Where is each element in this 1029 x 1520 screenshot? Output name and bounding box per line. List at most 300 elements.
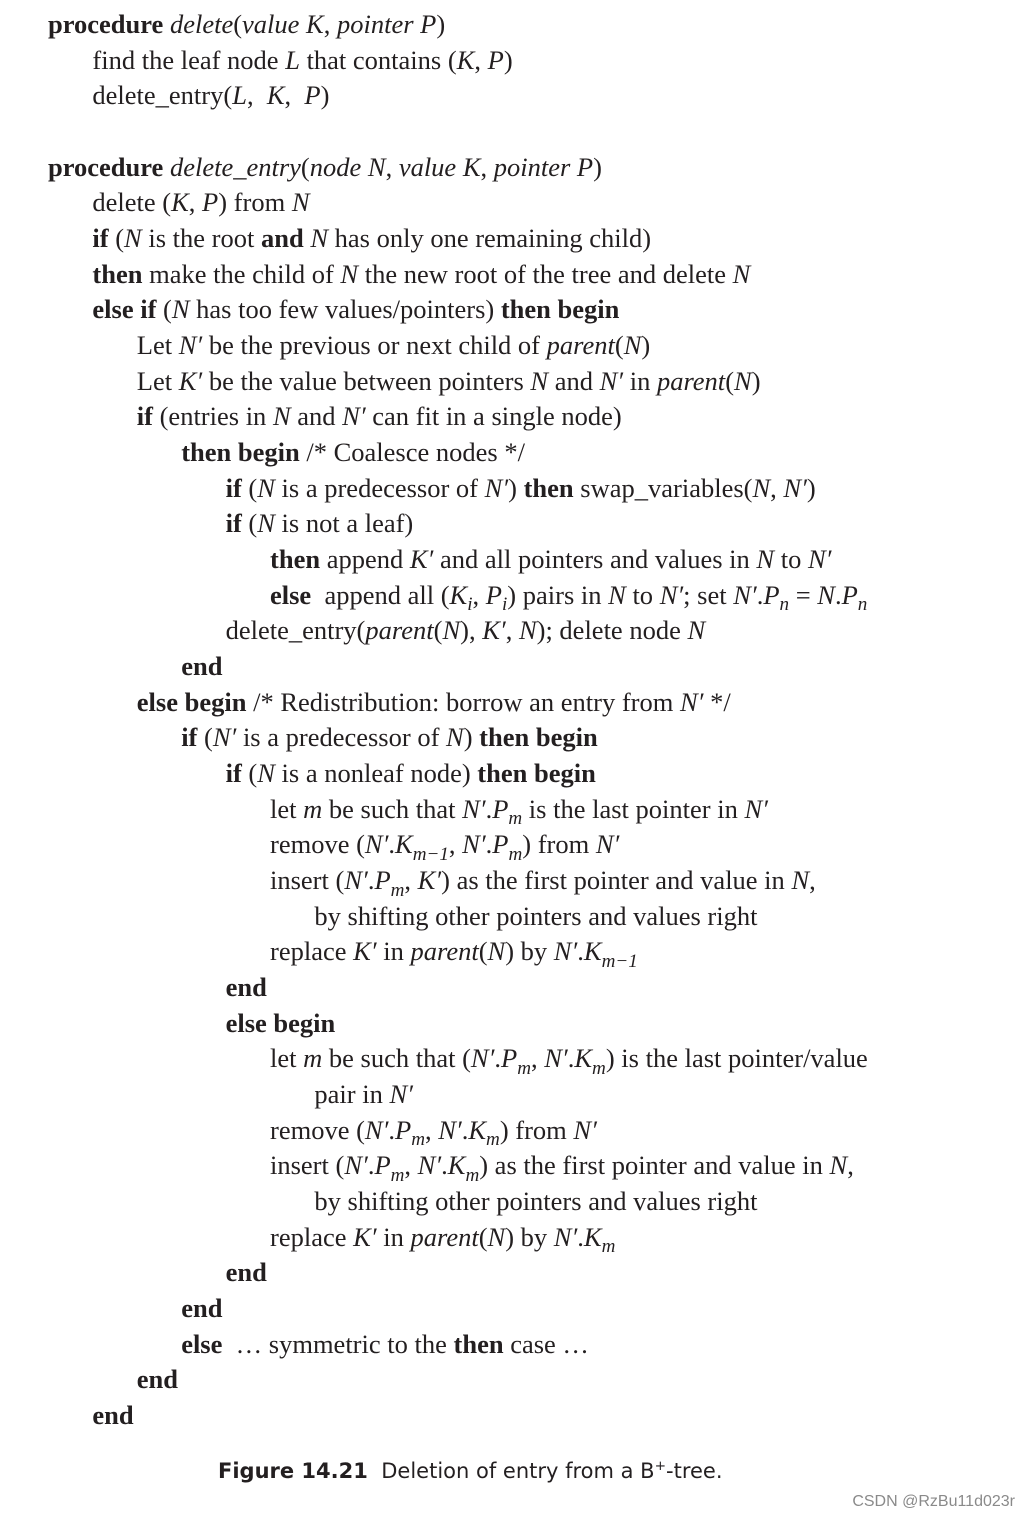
code-line — [226, 755, 596, 791]
text-run: to — [774, 544, 808, 575]
identifier: N′ — [342, 401, 366, 432]
identifier: N′ — [364, 829, 389, 860]
identifier: K — [468, 1114, 487, 1145]
text-run: , — [472, 579, 486, 610]
identifier: m — [303, 1043, 323, 1074]
subscript: m — [601, 1236, 616, 1258]
text-run: swap_variables( — [580, 472, 753, 503]
text-run: ( — [614, 330, 624, 361]
identifier: P — [487, 44, 504, 75]
identifier: value K — [242, 9, 324, 39]
text-run: , — [505, 615, 519, 646]
text-run: ) — [641, 330, 651, 361]
identifier: N′ — [389, 1079, 413, 1110]
subscript: n — [857, 594, 868, 616]
code-line — [181, 1326, 589, 1362]
text-run: . — [461, 1114, 469, 1145]
identifier: pointer P — [336, 9, 437, 39]
identifier: K′ — [353, 936, 377, 967]
identifier: P — [202, 187, 219, 218]
identifier: N — [752, 472, 771, 503]
identifier: K′ — [353, 1221, 377, 1252]
text-run: is a predecessor of — [236, 722, 447, 753]
code-line — [92, 42, 512, 78]
identifier: N — [272, 401, 291, 432]
text-run: . — [567, 1043, 575, 1074]
identifier: K′ — [409, 544, 434, 575]
text-run: ( — [163, 294, 172, 325]
identifier: N′ — [462, 829, 486, 860]
text-run: ( — [433, 615, 443, 646]
code-line — [92, 220, 651, 256]
text-run: ( — [233, 9, 243, 39]
keyword: then — [523, 472, 581, 503]
identifier: N′ — [595, 829, 620, 860]
text-run: ; set — [683, 579, 734, 610]
caption-suffix: -tree. — [666, 1459, 723, 1483]
identifier: parent — [410, 1221, 479, 1252]
text-run: . — [494, 1043, 502, 1074]
keyword: procedure — [48, 151, 170, 182]
identifier: pointer P — [493, 151, 594, 182]
text-run: . — [485, 793, 493, 824]
identifier: N — [257, 508, 275, 539]
text-run: delete_entry( — [225, 615, 366, 646]
text-run: ( — [248, 758, 258, 789]
identifier: N — [608, 579, 626, 610]
identifier: N — [171, 294, 190, 325]
keyword: end — [225, 972, 267, 1003]
text-run: remove ( — [270, 1114, 365, 1145]
identifier: K — [456, 44, 475, 75]
text-run: ( — [478, 1221, 488, 1252]
text-run: ) — [503, 44, 513, 75]
code-line — [226, 470, 816, 506]
text-run: and — [290, 401, 343, 432]
subscript: n — [779, 594, 790, 616]
identifier: N — [732, 258, 751, 289]
code-line — [92, 77, 329, 113]
subscript: m — [390, 1165, 405, 1187]
caption-gap — [368, 1459, 381, 1483]
identifier: N — [124, 223, 142, 254]
text-run: ( — [725, 365, 735, 396]
code-line — [270, 791, 768, 830]
text-run: append all ( — [317, 579, 450, 610]
text-run: ) from — [218, 187, 292, 218]
watermark: CSDN @RzBu11d023r — [852, 1493, 1015, 1510]
text-run: ) by — [505, 1221, 554, 1252]
identifier: P — [841, 579, 858, 610]
code-line — [270, 541, 831, 577]
identifier: P — [395, 1114, 412, 1145]
identifier: P — [501, 1043, 518, 1074]
text-run: in — [623, 365, 657, 396]
text-run: Let — [136, 365, 179, 396]
text-run: find the leaf node — [92, 44, 286, 75]
keyword: end — [92, 1400, 134, 1431]
text-run: ( — [204, 722, 213, 753]
keyword: if — [92, 223, 116, 254]
subscript: m — [508, 808, 523, 830]
code-line — [137, 1361, 178, 1397]
identifier: N′ — [744, 793, 768, 824]
identifier: N — [446, 722, 464, 753]
code-line — [226, 505, 414, 541]
text-run: . — [367, 865, 375, 896]
subscript: m — [592, 1058, 606, 1080]
keyword: then begin — [477, 758, 596, 789]
identifier: N — [340, 258, 359, 289]
caption-superscript: + — [654, 1457, 667, 1474]
identifier: K — [574, 1043, 593, 1074]
text-run: has only one remaining child) — [328, 223, 652, 254]
identifier: N — [756, 544, 775, 575]
identifier: P — [304, 80, 321, 111]
text-run: , — [474, 44, 488, 75]
identifier: N′ — [178, 330, 203, 361]
identifier: K — [447, 1150, 466, 1181]
text-run: in — [376, 1221, 411, 1252]
keyword: then begin — [500, 294, 620, 325]
code-line — [314, 898, 757, 934]
code-line — [92, 291, 619, 327]
text-run: ) as the first pointer and value in — [479, 1150, 830, 1181]
identifier: N′ — [679, 686, 704, 717]
identifier: N — [487, 1221, 506, 1252]
text-run: ) — [508, 472, 524, 503]
subscript: i — [467, 594, 473, 616]
text-run: has too few values/pointers) — [189, 294, 501, 325]
keyword: else — [270, 579, 318, 610]
text-run: ) — [436, 9, 446, 39]
text-run: insert ( — [270, 1150, 345, 1181]
identifier: L — [232, 80, 247, 111]
code-line — [92, 1397, 133, 1433]
text-run: ) from — [499, 1114, 574, 1145]
text-run: to — [625, 579, 660, 610]
text-run: ) from — [522, 829, 596, 860]
text-run: */ — [703, 686, 731, 717]
code-line — [48, 149, 602, 185]
identifier: parent — [410, 936, 479, 967]
identifier: N — [310, 223, 329, 254]
identifier: N — [487, 936, 506, 967]
identifier: m — [303, 793, 323, 824]
identifier: node N — [309, 151, 386, 182]
identifier: P — [374, 1150, 391, 1181]
text-run: by shifting other pointers and values right — [314, 900, 758, 931]
code-line — [92, 256, 750, 292]
subscript: m — [508, 844, 523, 866]
keyword: if — [225, 472, 249, 503]
code-line — [226, 1254, 267, 1290]
keyword: else — [181, 1328, 230, 1359]
identifier: N — [734, 365, 752, 396]
identifier: value K — [398, 151, 481, 182]
identifier: N′ — [544, 1043, 568, 1074]
identifier: N′ — [553, 936, 578, 967]
identifier: N — [623, 330, 642, 361]
code-line — [270, 577, 868, 616]
text-run: ); delete node — [536, 615, 688, 646]
keyword: end — [136, 1364, 179, 1395]
keyword: then — [92, 258, 150, 289]
identifier: N — [442, 615, 461, 646]
keyword: end — [181, 651, 223, 682]
subscript: m — [465, 1165, 480, 1187]
subscript: i — [501, 594, 508, 616]
text-run: . — [388, 1114, 396, 1145]
subscript: m — [486, 1129, 500, 1151]
text-run: , — [425, 1114, 439, 1145]
text-run: ) by — [505, 936, 554, 967]
code-line — [270, 933, 638, 973]
keyword: else if — [92, 294, 164, 325]
text-run: is a nonleaf node) — [274, 758, 478, 789]
text-run: , — [847, 1150, 854, 1181]
identifier: N′ — [733, 579, 757, 610]
identifier: P — [485, 579, 502, 610]
text-run: ) — [593, 151, 602, 182]
text-run: ( — [478, 936, 488, 967]
code-line — [270, 1147, 854, 1187]
text-run: /* Redistribution: borrow an entry from — [253, 686, 680, 717]
text-run: . — [367, 1150, 375, 1181]
text-run: . — [577, 1221, 584, 1252]
text-run: the new root of the tree and delete — [358, 258, 733, 289]
identifier: N — [791, 865, 810, 896]
identifier: delete — [169, 9, 234, 39]
text-run: ) — [751, 365, 761, 396]
text-run: /* Coalesce nodes */ — [306, 437, 525, 468]
text-run: , — [531, 1043, 545, 1074]
text-run: ( — [300, 151, 310, 182]
subscript: m−1 — [412, 844, 449, 866]
code-line — [137, 327, 650, 363]
text-run: make the child of — [149, 258, 341, 289]
text-run: insert ( — [270, 865, 345, 896]
text-run: . — [756, 579, 764, 610]
text-run: be such that ( — [322, 1043, 471, 1074]
identifier: N′ — [344, 865, 368, 896]
text-run: case … — [503, 1328, 589, 1359]
text-run: by shifting other pointers and values right — [314, 1186, 758, 1217]
code-line — [314, 1076, 413, 1112]
figure-label: Figure 14.21 — [218, 1459, 368, 1483]
keyword: and — [260, 223, 311, 254]
text-run: ) as the first pointer and value in — [441, 865, 792, 896]
identifier: K — [395, 829, 413, 860]
text-run: delete ( — [92, 187, 172, 218]
text-run: , — [404, 1150, 418, 1181]
text-run: , — [448, 829, 463, 860]
text-run: and — [548, 365, 600, 396]
text-run: be the value between pointers — [202, 365, 531, 396]
identifier: N′ — [417, 1150, 442, 1181]
text-run: pair in — [314, 1079, 390, 1110]
identifier: K — [583, 1221, 602, 1252]
code-line — [181, 1290, 222, 1326]
text-run: delete_entry( — [92, 80, 233, 111]
text-run: ) pairs in — [507, 579, 609, 610]
text-run: ) — [463, 722, 480, 753]
identifier: N′ — [783, 472, 807, 503]
keyword: then — [453, 1328, 504, 1359]
identifier: P — [492, 793, 509, 824]
text-run: be the previous or next child of — [202, 330, 547, 361]
identifier: N′ — [659, 579, 684, 610]
text-run: is not a leaf) — [274, 508, 414, 539]
keyword: if — [181, 722, 204, 753]
keyword: if — [136, 401, 160, 432]
code-line — [270, 1040, 868, 1080]
code-line — [181, 648, 222, 684]
identifier: parent — [365, 615, 434, 646]
identifier: N′ — [438, 1114, 462, 1145]
identifier: P — [374, 865, 391, 896]
identifier: parent — [656, 365, 726, 396]
text-run: and all pointers and values in — [433, 544, 757, 575]
identifier: N — [518, 615, 537, 646]
code-line — [137, 398, 622, 434]
identifier: N′ — [484, 472, 509, 503]
identifier: K — [171, 187, 189, 218]
identifier: N — [817, 579, 835, 610]
identifier: N — [257, 472, 275, 503]
subscript: m — [411, 1129, 425, 1151]
code-line — [314, 1183, 757, 1219]
code-line — [137, 363, 761, 399]
code-line — [48, 6, 445, 42]
identifier: P — [763, 579, 780, 610]
identifier: N — [291, 187, 310, 218]
text-run: ) — [806, 472, 816, 503]
text-run: is a predecessor of — [274, 472, 485, 503]
text-run: . — [388, 829, 396, 860]
code-line — [270, 1112, 597, 1151]
keyword: end — [181, 1293, 223, 1324]
text-run: ) is the last pointer/value — [605, 1043, 868, 1074]
text-run: be such that — [322, 793, 463, 824]
identifier: N′ — [470, 1043, 495, 1074]
text-run: , — [246, 80, 267, 111]
identifier: N′ — [553, 1221, 578, 1252]
text-run: append — [326, 544, 410, 575]
identifier: N′ — [212, 722, 237, 753]
text-run: , — [404, 865, 418, 896]
identifier: N′ — [573, 1114, 597, 1145]
keyword: else begin — [136, 686, 254, 717]
caption-text: Deletion of entry from a B — [381, 1459, 655, 1483]
text-run: ) — [320, 80, 330, 111]
identifier: N — [687, 615, 706, 646]
subscript: m — [390, 879, 405, 901]
keyword: else begin — [225, 1007, 336, 1038]
text-run: ( — [248, 472, 258, 503]
identifier: N′ — [807, 544, 832, 575]
text-run: , — [770, 472, 784, 503]
text-run: . — [834, 579, 842, 610]
code-line — [181, 719, 598, 755]
identifier: K′ — [417, 865, 442, 896]
identifier: L — [285, 44, 300, 75]
identifier: K′ — [482, 615, 506, 646]
code-line — [226, 1005, 336, 1041]
identifier: N′ — [344, 1150, 368, 1181]
text-run: . — [441, 1150, 448, 1181]
keyword: if — [225, 508, 249, 539]
identifier: N′ — [364, 1114, 389, 1145]
text-run: = — [789, 579, 818, 610]
text-run: , — [480, 151, 494, 182]
text-run: let — [270, 793, 304, 824]
text-run: ( — [248, 508, 258, 539]
code-line — [226, 969, 267, 1005]
identifier: N — [257, 758, 275, 789]
code-line — [92, 184, 309, 220]
text-run: replace — [270, 1221, 354, 1252]
text-run: … symmetric to the — [229, 1328, 454, 1359]
identifier: K — [266, 80, 285, 111]
code-line — [226, 612, 706, 648]
subscript: m — [517, 1058, 531, 1080]
identifier: N — [829, 1150, 848, 1181]
text-run: let — [270, 1043, 304, 1074]
code-line — [137, 684, 731, 720]
identifier: K — [583, 936, 602, 967]
text-run: , — [385, 151, 399, 182]
code-line — [270, 826, 620, 866]
keyword: procedure — [48, 9, 170, 39]
keyword: then begin — [181, 437, 307, 468]
text-run: (entries in — [159, 401, 273, 432]
text-run: . — [577, 936, 584, 967]
figure-caption — [218, 1459, 723, 1483]
identifier: N′ — [599, 365, 624, 396]
code-line — [181, 434, 525, 470]
text-run: , — [809, 865, 816, 896]
subscript: m−1 — [601, 951, 638, 973]
identifier: parent — [546, 330, 615, 361]
identifier: K — [449, 579, 468, 610]
text-run: replace — [270, 936, 354, 967]
identifier: K′ — [178, 365, 203, 396]
text-run: is the root — [141, 223, 261, 254]
text-run: ( — [115, 223, 125, 254]
identifier: P — [492, 829, 509, 860]
text-run: Let — [136, 330, 179, 361]
text-run: ), — [460, 615, 483, 646]
code-line — [270, 862, 816, 901]
text-run: , — [284, 80, 305, 111]
text-run: in — [376, 936, 411, 967]
identifier: delete_entry — [169, 151, 301, 182]
text-run: that contains ( — [299, 44, 457, 75]
identifier: N — [530, 365, 549, 396]
keyword: if — [225, 758, 249, 789]
text-run: is the last pointer in — [522, 793, 745, 824]
text-run: , — [323, 9, 337, 39]
keyword: then — [270, 544, 327, 575]
text-run: remove ( — [270, 829, 365, 860]
text-run: can fit in a single node) — [365, 401, 622, 432]
identifier: N′ — [462, 793, 486, 824]
text-run: . — [485, 829, 493, 860]
keyword: end — [225, 1257, 267, 1288]
text-run: , — [188, 187, 203, 218]
code-line — [270, 1219, 616, 1258]
